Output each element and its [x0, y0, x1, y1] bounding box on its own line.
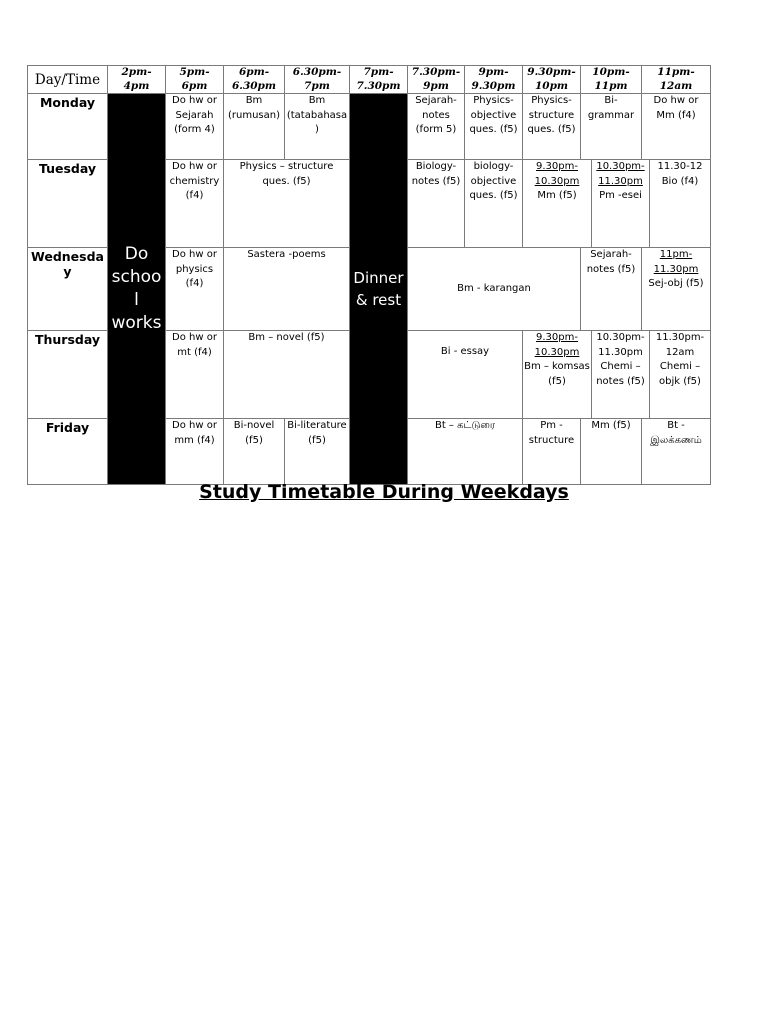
- table-cell: [592, 160, 650, 248]
- table-cell: Do hw or mt (f4): [166, 331, 224, 419]
- table-cell: 11.30pm-12am Chemi – objk (f5): [650, 331, 711, 419]
- table-cell: Bi - essay: [408, 331, 523, 419]
- table-cell: Physics-objective ques. (f5): [465, 94, 523, 160]
- dinner-rest-block: Dinner & rest: [350, 94, 408, 485]
- subject-text: Sej-obj (f5): [648, 278, 704, 289]
- table-cell: Bt - இலக்கணம்: [642, 419, 711, 485]
- header-day-time: Day/Time: [28, 66, 108, 94]
- table-cell: [642, 248, 711, 331]
- table-cell: Physics-structure ques. (f5): [523, 94, 581, 160]
- table-cell: Bm – novel (f5): [224, 331, 350, 419]
- header-slot: 5pm-6pm: [166, 66, 224, 94]
- table-cell: Sejarah-notes (form 5): [408, 94, 465, 160]
- subject-text: Pm -esei: [599, 190, 642, 201]
- table-cell: Bi-grammar: [581, 94, 642, 160]
- table-cell: Bi-literature (f5): [285, 419, 350, 485]
- header-slot: 6.30pm-7pm: [285, 66, 350, 94]
- table-cell: [523, 331, 592, 419]
- time-range: 10.30pm-11.30pm: [596, 161, 645, 187]
- school-works-block: Do school works: [108, 94, 166, 485]
- header-slot: 2pm-4pm: [108, 66, 166, 94]
- table-cell: Bm (rumusan): [224, 94, 285, 160]
- header-slot: 6pm-6.30pm: [224, 66, 285, 94]
- table-cell: 11.30-12 Bio (f4): [650, 160, 711, 248]
- header-slot: 9pm-9.30pm: [465, 66, 523, 94]
- time-range: 11pm-11.30pm: [653, 249, 699, 275]
- header-slot: 9.30pm-10pm: [523, 66, 581, 94]
- table-cell: Bt – கட்டுரை: [408, 419, 523, 485]
- header-slot: 11pm-12am: [642, 66, 711, 94]
- table-cell: Sastera -poems: [224, 248, 350, 331]
- table-cell: Sejarah-notes (f5): [581, 248, 642, 331]
- header-slot: 7.30pm-9pm: [408, 66, 465, 94]
- header-slot: 7pm-7.30pm: [350, 66, 408, 94]
- table-cell: Do hw or physics (f4): [166, 248, 224, 331]
- header-slot: 10pm-11pm: [581, 66, 642, 94]
- day-label: Monday: [28, 94, 108, 160]
- day-label: Thursday: [28, 331, 108, 419]
- table-cell: Mm (f5): [581, 419, 642, 485]
- table-cell: Bm (tatabahasa): [285, 94, 350, 160]
- table-cell: Bi-novel (f5): [224, 419, 285, 485]
- table-cell: Do hw or chemistry (f4): [166, 160, 224, 248]
- subject-text: Mm (f5): [537, 190, 577, 201]
- table-cell: Physics – structure ques. (f5): [224, 160, 350, 248]
- table-row-monday: [28, 94, 711, 160]
- table-cell: Do hw or Mm (f4): [642, 94, 711, 160]
- day-label: Tuesday: [28, 160, 108, 248]
- table-cell: 10.30pm-11.30pm Chemi – notes (f5): [592, 331, 650, 419]
- page-title: Study Timetable During Weekdays: [199, 481, 569, 503]
- table-cell: Do hw or Sejarah (form 4): [166, 94, 224, 160]
- header-row: [28, 66, 711, 94]
- time-range: 9.30pm-10.30pm: [534, 161, 580, 187]
- table-cell: biology-objective ques. (f5): [465, 160, 523, 248]
- time-range: 9.30pm-10.30pm: [534, 332, 580, 358]
- timetable: [27, 65, 711, 485]
- day-label: Wednesday: [28, 248, 108, 331]
- subject-text: Bm – komsas (f5): [524, 361, 590, 387]
- table-cell: Pm - structure: [523, 419, 581, 485]
- table-cell: Do hw or mm (f4): [166, 419, 224, 485]
- table-cell: Bm - karangan: [408, 248, 581, 331]
- table-cell: Biology-notes (f5): [408, 160, 465, 248]
- table-cell: [523, 160, 592, 248]
- day-label: Friday: [28, 419, 108, 485]
